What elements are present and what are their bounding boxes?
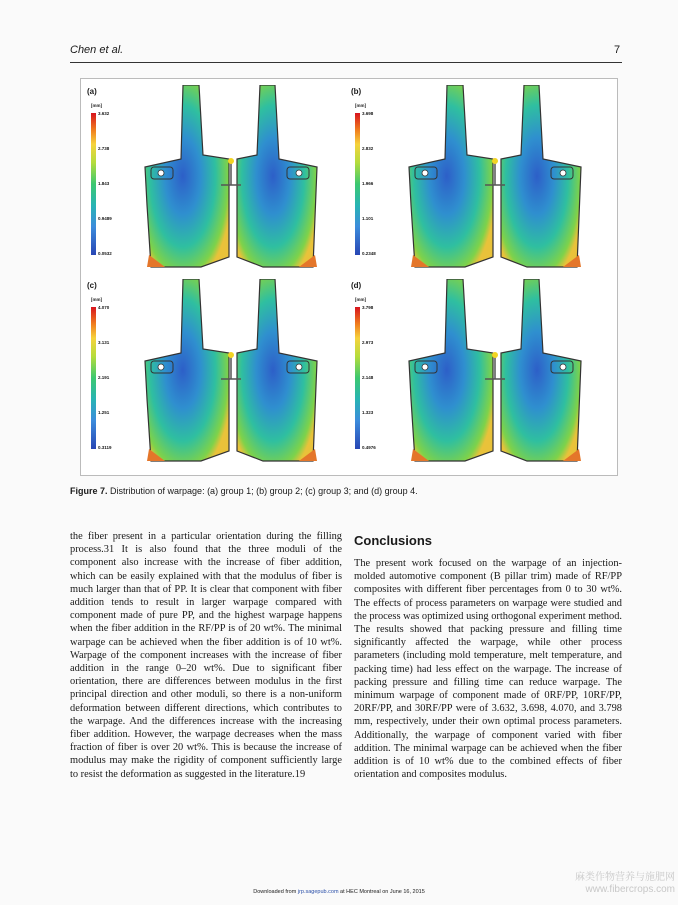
figure-caption-text: Distribution of warpage: (a) group 1; (b) group 2; (c) group 3; and (d) group 4. [107,486,418,496]
panel-c [85,279,347,469]
panel-label: (c) [87,281,97,290]
warpage-plot [389,85,611,275]
colorbar-tick: 2.973 [362,340,374,345]
colorbar [91,307,96,449]
colorbar-tick: 2.148 [362,375,374,380]
panel-b [349,85,611,275]
colorbar [355,307,360,449]
colorbar-tick: 2.738 [98,146,110,151]
colorbar-tick: 1.251 [98,410,110,415]
colorbar-tick: 0.9489 [98,216,112,221]
footer-link[interactable]: jrp.sagepub.com [297,889,339,895]
colorbar-tick: 1.966 [362,181,374,186]
colorbar-tick: 1.101 [362,216,374,221]
warpage-plot [125,85,347,275]
colorbar-tick: 3.131 [98,340,110,345]
warpage-plot [125,279,347,469]
header-rule [70,62,622,63]
colorbar [355,113,360,255]
colorbar [91,113,96,255]
panel-a [85,85,347,275]
colorbar-tick: 3.632 [98,111,110,116]
colorbar-tick: 0.4976 [362,445,376,450]
section-heading-conclusions: Conclusions [354,533,433,548]
colorbar-tick: 0.3119 [98,445,112,450]
running-header-authors: Chen et al. [70,44,124,56]
colorbar-tick: 2.191 [98,375,110,380]
footer-suffix: at HEC Montreal on June 16, 2015 [338,889,425,895]
colorbar-unit: [mm] [355,297,366,302]
left-column [70,530,342,781]
footer-prefix: Downloaded from [253,889,298,895]
body-paragraph: the fiber present in a particular orientation during the filling process.31 It is also found that the three moduli of the component also increase with the increase of fiber addition, which can be easily explained with that the modulus of fiber is much larger than that of PP. It is clear that component with fiber addition tends to result in larger warpage compared with component made of pure PP, and the highest warpage happens when the fiber addition in the RF/PP is of 20 wt%. The minimal warpage can be achieved when the fiber addition is of 10 wt%. Warpage of the component increases with the increase of fiber addition in the range 0–20 wt%. Due to significant fiber orientation, there are differences between modulus in the first principal direction and other moduli, so there is a non-uniform deformation between different directions, which contributes to the warpage. And the differences increase with the increasing fiber addition. However, the warpage decreases when the mass fraction of fiber is over 20 wt%. This is because the increase of modulus may make the rigidity of component sufficiently large to resist the deformation as suggested in the literature.19 [70,531,342,780]
colorbar-tick: 0.2348 [362,251,376,256]
panel-d [349,279,611,469]
colorbar-tick: 1.843 [98,181,110,186]
body-paragraph: The present work focused on the warpage of an injection-molded automotive component (B pillar trim) made of RF/PP composites with different fiber percentages from 0 to 30 wt%. The effects of process parameters on warpage were studied and the process was optimized using orthogonal experiment method. The results showed that packing pressure and filling time significantly affected the warpage, while other process parameters (including mold temperature, melt temperature, and packing time) had less effect on the warpage. The increase of packing pressure and filling time can reduce warpage. The minimum warpage of component made of 0RF/PP, 10RF/PP, 20RF/PP, and 30RF/PP were of 3.632, 3.698, 4.070, and 3.798 mm, respectively, under their own optimal process parameters. Additionally, the warpage of component varied with fiber addition. The minimal warpage can be achieved when the fiber addition is of 10 wt% due to the combined effects of fiber orientation and composites modulus. [354,558,622,781]
panel-label: (d) [351,281,362,290]
warpage-plot [389,279,611,469]
figure-caption [70,486,630,496]
figure-caption-label: Figure 7. [70,486,108,496]
colorbar-tick: 1.323 [362,410,374,415]
colorbar-unit: [mm] [91,297,102,302]
watermark [560,872,675,896]
panel-label: (a) [87,87,97,96]
colorbar-tick: 3.798 [362,305,374,310]
colorbar-tick: 3.698 [362,111,374,116]
watermark-line: 麻类作物营养与施肥网 [575,872,675,883]
figure-7 [80,78,618,476]
right-column [354,557,622,781]
panel-label: (b) [351,87,362,96]
colorbar-unit: [mm] [355,103,366,108]
colorbar-tick: 0.0532 [98,251,112,256]
page-number: 7 [614,44,621,56]
colorbar-tick: 4.070 [98,305,110,310]
watermark-line: www.fibercrops.com [585,884,675,895]
colorbar-tick: 2.832 [362,146,374,151]
colorbar-unit: [mm] [91,103,102,108]
